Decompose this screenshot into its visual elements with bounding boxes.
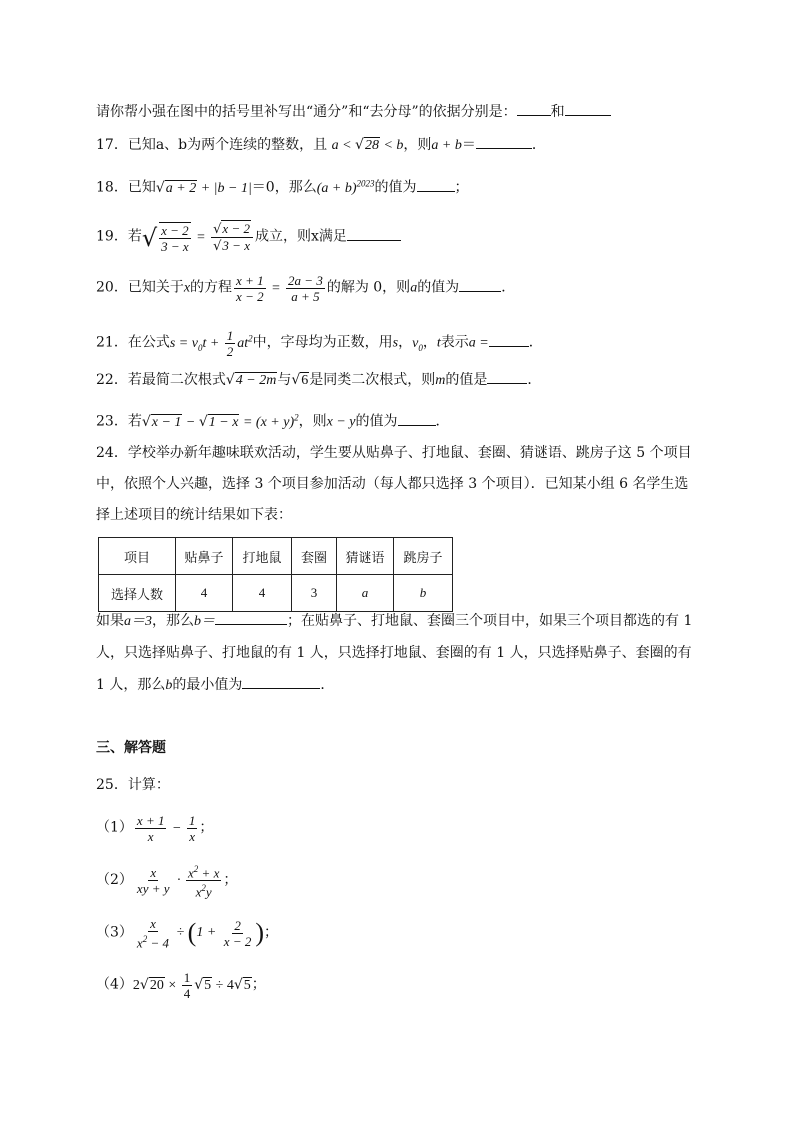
answer-blank[interactable] — [242, 674, 320, 689]
answer-blank[interactable] — [398, 411, 436, 426]
q19-expr: √ $\frac{x - 2}{3 - x}$ = $\frac{√x - 2}{√3 - x}$ — [142, 230, 255, 245]
q21-text-2: ， — [398, 334, 413, 351]
q17-eq: ＝ — [461, 137, 476, 153]
item-label: （2） — [96, 872, 133, 889]
q18-power: $(a + b)^{2023}$ — [316, 178, 375, 196]
q24-text: ，那么 — [152, 613, 194, 629]
table-header-row — [99, 538, 453, 575]
q19-number: 19．若 — [96, 228, 142, 245]
table-cell: 项目 — [99, 538, 176, 575]
q25-item-3 — [96, 916, 278, 950]
table-cell: 套圈 — [292, 538, 337, 575]
question-22 — [96, 369, 541, 392]
table-row — [99, 575, 453, 612]
q18-text-2: 的值为 — [374, 179, 417, 196]
q23-number: 23．若 — [96, 413, 142, 430]
q17-number: 17．已知 — [96, 137, 156, 153]
q22-text-3: 的值是 — [445, 372, 488, 388]
answer-blank[interactable] — [417, 177, 455, 192]
q24-answer-line-2: 人，只选择贴鼻子、打地鼠的有 1 人，只选择打地鼠、套圈的有 1 人，只选择贴鼻子、套圈的有 — [96, 645, 692, 661]
q21-text-3: ， — [422, 334, 437, 351]
section-heading: 三、解答题 — [96, 740, 166, 756]
q21-text-1: 中，字母均为正数，用 — [252, 334, 393, 351]
statistics-table — [98, 537, 453, 612]
answer-blank[interactable] — [347, 226, 401, 241]
q22-number: 22．若最简二次根式 — [96, 372, 226, 388]
intro-text: 请你帮小强在图中的括号里补写出“通分”和“去分母”的依据分别是： — [96, 104, 517, 120]
q22-text-2: 是同类二次根式，则 — [309, 372, 436, 388]
q21-formula: $s = v_0t$ + $\frac{1}{2}$ $at^2$ — [169, 327, 253, 359]
q17-text-2: ，则 — [403, 137, 432, 153]
item-end: ； — [251, 976, 266, 993]
q25-item-4 — [96, 970, 266, 1001]
q21-t: t — [436, 335, 441, 351]
q22-m: m — [435, 373, 446, 388]
q20-text-1: 的方程 — [190, 279, 233, 296]
q20-var: x — [183, 280, 191, 296]
q17-text-1: a、b为两个连续的整数，且 — [155, 137, 328, 153]
q17-end: ． — [531, 137, 546, 153]
q21-v0: $v_0$ — [412, 335, 423, 353]
intro-line — [96, 101, 611, 123]
q24-text: 1 人，那么 — [96, 677, 166, 693]
q21-s: s — [392, 335, 399, 351]
q24-text: 如果 — [96, 613, 124, 629]
q17-sum: a + b — [431, 138, 462, 153]
table-cell: 打地鼠 — [233, 538, 292, 575]
q24-answer-line-1 — [96, 610, 692, 633]
table-cell: 4 — [233, 575, 292, 612]
q24-answer-line-3 — [96, 674, 334, 697]
q21-text-4: 表示 — [440, 334, 469, 351]
q22-text-1: 与 — [277, 372, 292, 388]
item-expression: 2√20 × $\frac{1}{4}$ √5 ÷ 4√5 — [132, 970, 251, 1001]
answer-blank[interactable] — [489, 332, 529, 347]
q20-end: ． — [501, 279, 516, 296]
item-end: ； — [264, 924, 279, 941]
table-cell: 3 — [292, 575, 337, 612]
q24-text: ． — [320, 677, 335, 693]
table-cell: 贴鼻子 — [176, 538, 233, 575]
q25-item-2 — [96, 862, 237, 900]
q18-number: 18．已知 — [96, 179, 156, 196]
q21-number: 21．在公式 — [96, 334, 170, 351]
q24-math: b — [165, 678, 173, 693]
item-label: （4） — [96, 976, 133, 993]
q23-equation: $√x - 1 - √1 - x = (x + y)^2$ — [141, 412, 299, 430]
question-18 — [96, 172, 469, 200]
q23-text-1: ，则 — [298, 413, 327, 430]
answer-blank[interactable] — [459, 277, 501, 292]
table-cell: 猜谜语 — [337, 538, 394, 575]
q20-a: a — [410, 280, 418, 296]
q22-end: ． — [527, 372, 542, 388]
q25-item-1 — [96, 813, 213, 844]
question-21 — [96, 327, 543, 359]
item-label: （1） — [96, 819, 133, 836]
table-cell: 选择人数 — [99, 575, 176, 612]
question-20 — [96, 273, 515, 304]
q18-end: ； — [454, 179, 469, 196]
table-cell: a — [337, 575, 394, 612]
q20-number: 20．已知关于 — [96, 279, 184, 296]
q17-inequality: a < √28 < b — [331, 137, 404, 153]
q24-paragraph-1: 24．学校举办新年趣味联欢活动，学生要从贴鼻子、打地鼠、套圈、猜谜语、跳房子这 5 个项目 — [96, 445, 692, 461]
q24-math: b＝ — [194, 614, 215, 629]
q20-equation: $\frac{x + 1}{x - 2}$ = $\frac{2a - 3}{a + 5}$ — [236, 273, 323, 304]
q20-text-3: 的值为 — [417, 279, 460, 296]
q22-radical-1: √4 − 2m — [225, 372, 277, 388]
question-19 — [96, 221, 401, 254]
q20-text-2: 的解为 0，则 — [326, 279, 411, 296]
item-end: ； — [223, 872, 238, 889]
table-cell: 跳房子 — [394, 538, 453, 575]
q23-end: ． — [435, 413, 450, 430]
answer-blank[interactable] — [487, 369, 527, 384]
q24-paragraph-3: 择上述项目的统计结果如下表： — [96, 507, 292, 523]
answer-blank[interactable] — [215, 610, 287, 625]
q21-a: a = — [468, 335, 489, 351]
answer-blank[interactable] — [476, 134, 532, 149]
q24-paragraph-2: 中，依照个人兴趣，选择 3 个项目参加活动（每人都只选择 3 个项目）．已知某小组 6 名学生选 — [96, 476, 689, 492]
q25-title: 25．计算： — [96, 777, 170, 793]
item-expression: $\frac{x + 1}{x}$ − $\frac{1}{x}$ — [136, 813, 196, 844]
q24-text: ；在贴鼻子、打地鼠、套圈三个项目中，如果三个项目都选的有 1 — [287, 613, 693, 629]
answer-blank[interactable] — [517, 101, 551, 116]
q18-text-1: ＝0，那么 — [251, 179, 317, 196]
question-23 — [96, 406, 450, 434]
item-expression: $\frac{x}{x^2 - 4}$ ÷ (1 + $\frac{2}{x - 2}$ ) — [136, 916, 265, 951]
answer-blank[interactable] — [565, 101, 611, 116]
item-expression: $\frac{x}{xy + y}$ · $\frac{x^2 + x}{x^2y}$ — [136, 864, 220, 900]
table-cell: 4 — [176, 575, 233, 612]
question-17 — [96, 134, 546, 157]
item-end: ； — [199, 819, 214, 836]
q22-radical-2: √6 — [291, 372, 309, 388]
item-label: （3） — [96, 924, 133, 941]
q19-text-1: 成立，则x满足 — [254, 228, 347, 245]
q21-end: ． — [528, 334, 543, 351]
q23-xy: x − y — [326, 414, 356, 430]
q18-expr: √a + 2 + |b − 1| — [155, 179, 252, 196]
q24-math: a＝3 — [124, 614, 152, 629]
table-cell: b — [394, 575, 453, 612]
intro-and: 和 — [550, 104, 565, 120]
q24-text: 的最小值为 — [172, 677, 243, 693]
q23-text-2: 的值为 — [355, 413, 398, 430]
